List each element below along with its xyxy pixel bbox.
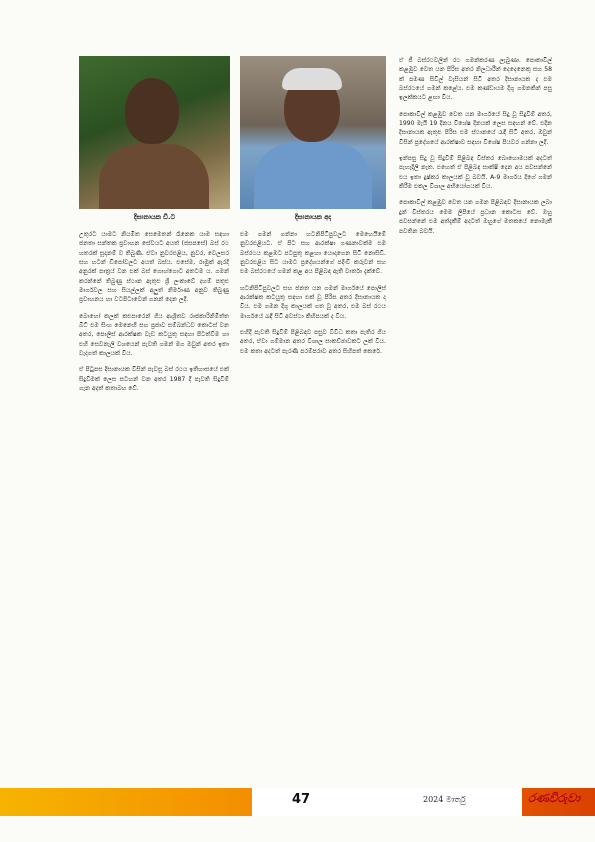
figure-hair <box>282 68 342 90</box>
portrait-photo-left <box>79 56 230 209</box>
article-column-3 <box>399 56 552 782</box>
paragraph: උතුරට යාමට නියමිත සෙමෙතන් රෑනෙක යාම සඳහා ජනතා සන්තක ප්‍රවාහන සේවයට අයත් (ජසපසේ) බස් රථ හතරක් සූදානම් ව තිබුණි. ඒවා නුවරඑළිය, නුවර, වෙලසර සහ හටන් ඩිපෝවලට අයත් බස්ය. එසේම, රාමුක් ඇරදි අනුරක් පාත්‍රය් වන එක් බස් ගොහ්ගොට අතටම ය. ගමන් කරන්නේ තිබුණු ස්ථාන ඇතුළු ශ්‍රී ලංකාවේ දහම් පතුළු මාර්ගවල සහ සියල්ලක් අලුත් නිර්මාණ අනුව තිබුණු ප්‍රවාහනය හා වටපිටාවෙන් ගනන් දෙන ලදී. <box>79 231 229 304</box>
paragraph: ඉන්පසු සිදු වූ සිදුවීම් පිළිබඳ විස්තර බොහොමයක් අදටත් පැහැදිලි නැත. එහෙත් ඒ පිළිබඳ සාක්ෂි දෙන අය පවසන්නේ එය ඉතා දුෂ්කර කාලයක් වූ බවයි. A-9 මාර්ගය දිගේ ගමන් කිරීම එකල විශාල අභියෝගයක් විය. <box>399 155 552 191</box>
paragraph: එහිදී පැවති සිදුවීම් පිළිබඳව පසුව විවිධ කතා පැතිර ගිය අතර, ඒවා ගම්මාන අතර විශාල සාකච්ඡාවකට ලක් විය. එම කතා අදටත් පැරණි පරම්පරාව අතර සිහිපත් කෙරේ. <box>240 329 386 355</box>
paragraph: පොකාවිල් කළඹුව වෙත යන මාර්ගයේ සිදු වූ සිදුවීම් අතර, 1990 මැයි 19 දිනය විශේෂ දිනයක් ලෙස සඳහන් වේ. එදින දිසානායක ඇතුළු පිරිස එම ස්ථානයේ රැඳී සිටි අතර, ඔවුන් විසින් ප්‍රදේශයේ ආරක්ෂාව සඳහා විශේෂ පියවර ගන්නා ලදී. <box>399 110 552 146</box>
portrait-photo-right <box>240 56 386 209</box>
page-number: 47 <box>292 792 311 807</box>
photo-caption-right: දිසානායක අද <box>294 213 332 221</box>
paragraph: පොකාවිල් කළඹුව වෙත යන ගමන පිළිබඳව දිසානායක ලබා දුන් විස්තරය මෙම ලිපියේ ප්‍රධාන කොටස වේ. ඔහු පවසන්නේ එම අත්දැකීම් අදටත් ඔහුගේ මතකයේ නොමැකී පවතින බවයි. <box>399 199 552 235</box>
paragraph: හටනිපිටිපුවලට සහ ජනත යන ගමන් මාර්ගයේ පොලිස් ආරක්ෂක කටයුතු සඳහා එක් වූ පිරිස අතර දිසානායක ද විය. එම ගමන දිගු කාලයක් ගත වූ අතර, එම බස් රථය මාර්ගයේ රැඳී සිටි අවස්ථා කිහිපයක් ද විය. <box>240 284 386 320</box>
paragraph: ඒ ජී බස්රථවලින් රථ ගමන්කරණ ලැබුණා. පොකාවිල් කළඹුව වෙත යන පිරිස අතර නිලධාරීන් දෙදෙනෙකු සහ 58 ක් පමණ සිවිල් වැසියන් සිටි අතර දිසානායක ද එම බස්රථයේ ගමන් කළේය. එම කණ්ඩායම දිගු ගමනකින් පසු ඉලක්කයට ළඟා විය. <box>399 57 552 102</box>
magazine-logo: රණවිරුවා <box>528 791 580 805</box>
article-column-1 <box>79 230 229 782</box>
figure-head <box>125 78 179 144</box>
paragraph: ඒ පිටුපස දිසානායක විසින් පැවසූ බස් රථය ඉතිහාසයේ එක් සිදුවීමක් ලෙස සටහන් වන අතර 1987 දී පැවති සිදුවීම් ගැන අදත් කතාබහ වේ. <box>79 366 229 393</box>
article-column-2 <box>240 230 386 782</box>
figure-body <box>99 144 209 209</box>
figure-body <box>254 142 372 209</box>
paragraph: එම ගමන් ගන්නා හටනිපිටිපුවලට මෙහෙයීමේ නුවරඑළියට. ඒ පිට සහ ආරක්ෂා ගණනාවක්ම එම බස්රථය කළඹට පටපුතු කළහා යොදාගෙන සිටි නොසිඩි. නුවරඑළිය සිට යාමට ප්‍රදේශයන්ගේ පදිංචි කරුවන් සහ එම බස්රථයේ ගමන් කළ අය පිළිබඳ ඇති වාර්තා දැක්වේ. <box>240 231 386 276</box>
issue-date: 2024 මාර්තු <box>423 795 466 804</box>
paragraph: බොහෝ කලක් කළුපාරෙන් ගිය ආශ්‍රිතව රාජකාරිනිමිත්ත බිට් එම සිංහ මෙනෙහි සහ ප්‍රජාව සම්බන්ධව කොටස් වන අතර, පොලිස් ආරක්ෂක වැඩ කටයුතු සඳහා පිටත්වීම හා එහි සෙවනැලි වශයෙන් පැවති ගමන් මග ඔවුන් අතර ඉතා වැදගත් කාලයක් විය. <box>79 312 229 358</box>
photo-caption-left: දිසානායක ඩී.ට <box>133 213 176 221</box>
